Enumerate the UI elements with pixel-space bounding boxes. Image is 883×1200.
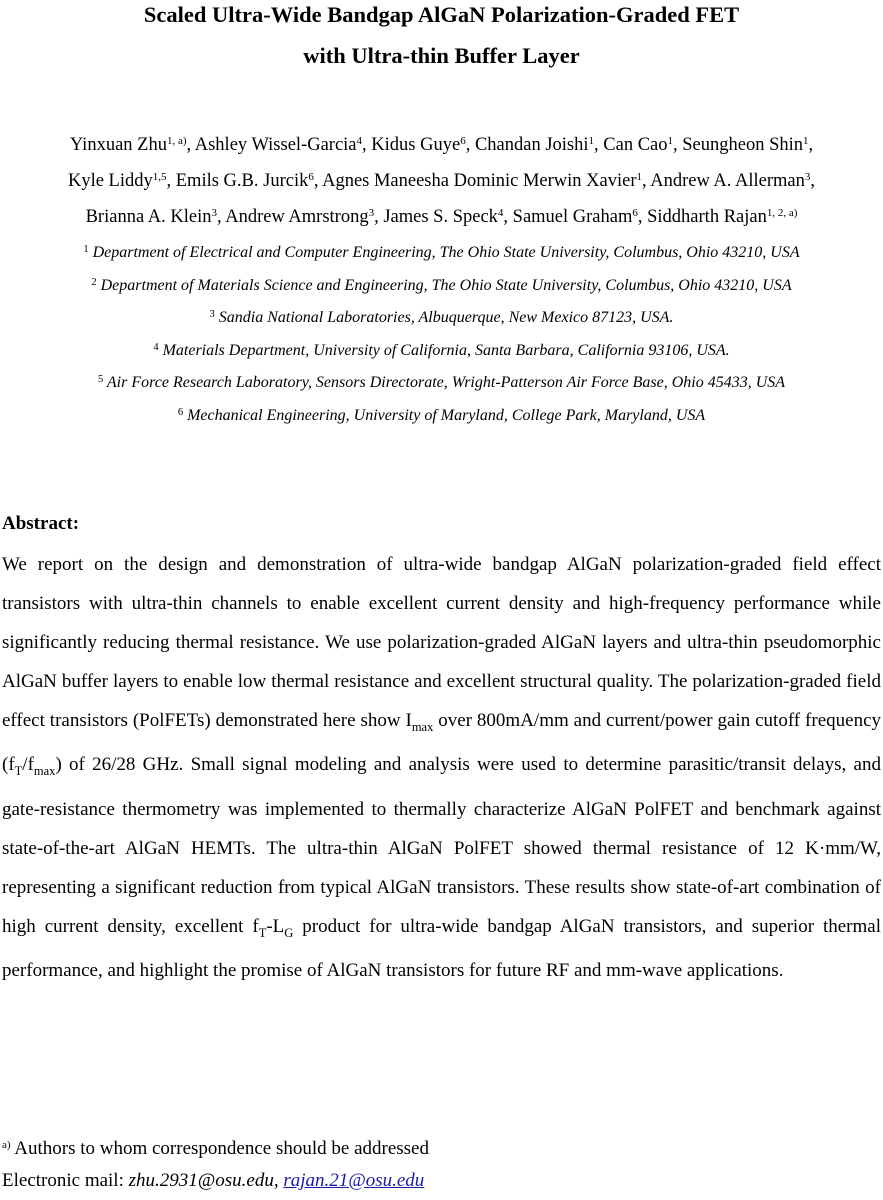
abstract-heading: Abstract: bbox=[2, 513, 80, 534]
author-affiliation-mark: 1 bbox=[803, 135, 809, 147]
title-line-2: with Ultra-thin Buffer Layer bbox=[303, 43, 580, 68]
author-name: Ashley Wissel-Garcia bbox=[194, 135, 357, 155]
email-line: Electronic mail: zhu.2931@osu.edu, rajan.21@osu.edu bbox=[2, 1170, 425, 1191]
author-name: Brianna A. Klein bbox=[85, 207, 212, 227]
author-name: Seungheon Shin bbox=[682, 135, 804, 155]
footnote-line: $^{a)}$ Authors to whom correspondence should be addressed bbox=[2, 1138, 429, 1159]
affiliation-item: $^4$ Materials Department, University of California, Santa Barbara, California 93106, USA. bbox=[153, 341, 730, 359]
affiliation-item: $^1$ Department of Electrical and Computer Engineering, The Ohio State University, Columbus, Ohio 43210, USA bbox=[83, 244, 800, 261]
paper-title bbox=[0, 0, 883, 76]
author-affiliation-mark: 6 bbox=[632, 207, 638, 219]
author-name: Can Cao bbox=[603, 135, 668, 155]
author-affiliation-mark: 1, a) bbox=[166, 135, 187, 147]
affiliation-list bbox=[0, 237, 883, 433]
lg-subscript: G bbox=[284, 925, 294, 940]
email-rajan-link[interactable]: rajan.21@osu.edu bbox=[283, 1170, 425, 1191]
abstract-body: We report on the design and demonstration of ultra-wide bandgap AlGaN polarization-graded field effect transistors with ultra-thin channels to enable excellent current density and high-frequency performance while significantly reducing thermal resistance. We use polarization-graded AlGaN layers and ultra-thin pseudomorphic AlGaN buffer layers to enable low thermal resistance and excellent structural quality. The polarization-graded field effect transistors (PolFETs) demonstrated here show $I_{max}$ over 800mA/mm and current/power gain cutoff frequency $(f_T/f_{max})$ of 26/28 GHz. Small signal modeling and analysis were used to determine parasitic/transit delays, and gate-resistance thermometry was implemented to thermally characterize AlGaN PolFET and benchmark against state-of-the-art AlGaN HEMTs. The ultra-thin AlGaN PolFET showed thermal resistance of 12 K·mm/W, representing a significant reduction from typical AlGaN transistors. These results show state-of-art combination of high current density, excellent $f_T-L_G$ product for ultra-wide bandgap AlGaN transistors, and superior thermal performance, and highlight the promise of AlGaN transistors for future RF and mm-wave applications. bbox=[2, 554, 882, 982]
correspondence-footnote bbox=[2, 1133, 429, 1197]
author-name: Yinxuan Zhu bbox=[69, 135, 167, 155]
author-affiliation-mark: 6 bbox=[308, 171, 314, 183]
author-name: Samuel Graham bbox=[512, 207, 633, 227]
author-affiliation-mark: 1 bbox=[667, 135, 673, 147]
affiliation-item: $^5$ Air Force Research Laboratory, Sensors Directorate, Wright-Patterson Air Force Base, Ohio 45433, USA bbox=[97, 374, 786, 392]
title-line-1: Scaled Ultra-Wide Bandgap AlGaN Polarization-Graded FET bbox=[143, 2, 740, 27]
author-line-3: Brianna A. Klein$^3$, Andrew Amrstrong$^3$, James S. Speck$^4$, Samuel Graham$^6$, Siddharth Rajan$^{1, 2, a)}$ bbox=[85, 207, 798, 227]
imax-subscript: max bbox=[411, 719, 434, 734]
author-name: Kyle Liddy bbox=[67, 171, 153, 191]
email-zhu: zhu.2931@osu.edu bbox=[128, 1170, 274, 1191]
author-affiliation-mark: 1 bbox=[636, 171, 642, 183]
author-name: Siddharth Rajan bbox=[647, 207, 767, 227]
author-line-2: Kyle Liddy$^{1,5}$, Emils G.B. Jurcik$^6$, Agnes Maneesha Dominic Merwin Xavier$^1$, Andrew A. Allerman$^3$, bbox=[67, 171, 816, 191]
author-affiliation-mark: 4 bbox=[497, 207, 504, 219]
footnote-mark: a) bbox=[2, 1139, 11, 1151]
author-line-1: Yinxuan Zhu$^{1, a)}$, Ashley Wissel-Garcia$^4$, Kidus Guye$^6$, Chandan Joishi$^1$, Can Cao$^1$, Seungheon Shin$^1$, bbox=[69, 135, 814, 155]
ft-subscript: T bbox=[14, 764, 23, 779]
author-affiliation-mark: 6 bbox=[460, 135, 466, 147]
author-name: Andrew Amrstrong bbox=[225, 207, 369, 227]
author-list bbox=[0, 127, 883, 235]
author-affiliation-mark: 1, 2, a) bbox=[766, 207, 798, 219]
author-name: James S. Speck bbox=[383, 207, 498, 227]
author-name: Andrew A. Allerman bbox=[650, 171, 805, 191]
fmax-subscript: max bbox=[33, 764, 56, 779]
author-name: Agnes Maneesha Dominic Merwin Xavier bbox=[322, 171, 637, 191]
affiliation-item: $^3$ Sandia National Laboratories, Albuquerque, New Mexico 87123, USA. bbox=[209, 309, 674, 327]
author-name: Emils G.B. Jurcik bbox=[175, 171, 309, 191]
author-affiliation-mark: 3 bbox=[211, 207, 217, 219]
author-affiliation-mark: 1 bbox=[588, 135, 595, 147]
author-affiliation-mark: 4 bbox=[356, 135, 363, 147]
author-name: Kidus Guye bbox=[371, 135, 461, 155]
author-name: Chandan Joishi bbox=[474, 135, 589, 155]
ft-subscript: T bbox=[258, 925, 267, 940]
affiliation-item: $^6$ Mechanical Engineering, University of Maryland, College Park, Maryland, USA bbox=[177, 406, 706, 424]
author-affiliation-mark: 3 bbox=[804, 171, 811, 183]
author-affiliation-mark: 3 bbox=[368, 207, 375, 219]
affiliation-item: $^2$ Department of Materials Science and Engineering, The Ohio State University, Columbus, Ohio 43210, USA bbox=[91, 276, 792, 294]
author-affiliation-mark: 1,5 bbox=[152, 171, 167, 183]
